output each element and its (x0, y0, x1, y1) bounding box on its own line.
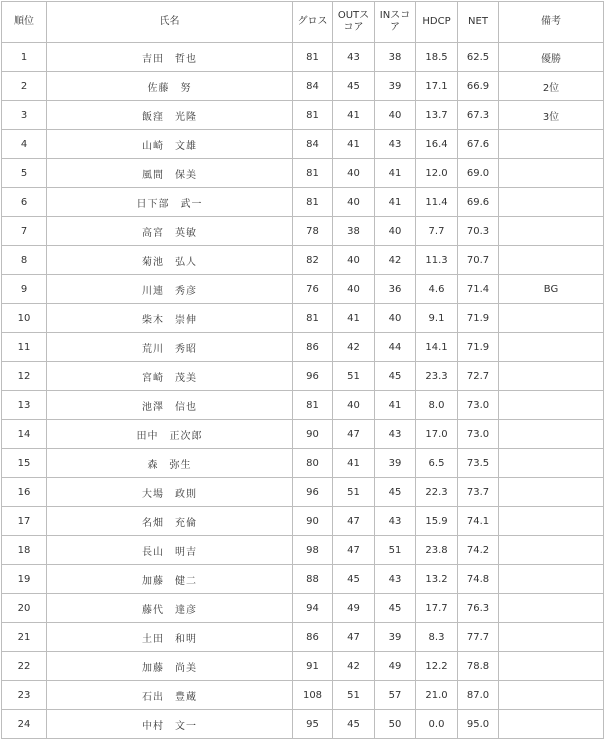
table-row (2, 536, 604, 565)
cell-name: 風間 保美 (47, 159, 293, 188)
cell-gross: 91 (293, 652, 333, 681)
cell-in-score: 43 (375, 420, 416, 449)
cell-hdcp: 17.0 (416, 420, 458, 449)
table-row (2, 507, 604, 536)
cell-hdcp: 4.6 (416, 275, 458, 304)
cell-name: 石出 豊蔵 (47, 681, 293, 710)
cell-gross: 82 (293, 246, 333, 275)
cell-out-score: 51 (333, 478, 375, 507)
cell-out-score: 41 (333, 449, 375, 478)
cell-hdcp: 22.3 (416, 478, 458, 507)
results-table (1, 1, 604, 739)
cell-gross: 96 (293, 362, 333, 391)
cell-gross: 86 (293, 623, 333, 652)
cell-out-score: 45 (333, 72, 375, 101)
cell-name: 柴木 崇伸 (47, 304, 293, 333)
cell-out-score: 40 (333, 275, 375, 304)
cell-hdcp: 23.8 (416, 536, 458, 565)
cell-note (499, 710, 604, 739)
cell-name: 土田 和明 (47, 623, 293, 652)
cell-rank: 17 (2, 507, 47, 536)
cell-hdcp: 18.5 (416, 43, 458, 72)
cell-in-score: 41 (375, 391, 416, 420)
cell-note (499, 478, 604, 507)
cell-name: 川連 秀彦 (47, 275, 293, 304)
cell-name: 加藤 尚美 (47, 652, 293, 681)
cell-in-score: 41 (375, 188, 416, 217)
cell-in-score: 45 (375, 362, 416, 391)
cell-gross: 84 (293, 72, 333, 101)
cell-out-score: 51 (333, 681, 375, 710)
cell-in-score: 41 (375, 159, 416, 188)
cell-out-score: 45 (333, 710, 375, 739)
cell-gross: 94 (293, 594, 333, 623)
cell-rank: 20 (2, 594, 47, 623)
cell-net: 72.7 (458, 362, 499, 391)
cell-note (499, 623, 604, 652)
cell-name: 荒川 秀昭 (47, 333, 293, 362)
cell-rank: 14 (2, 420, 47, 449)
cell-hdcp: 17.7 (416, 594, 458, 623)
cell-note (499, 391, 604, 420)
cell-name: 日下部 武一 (47, 188, 293, 217)
cell-rank: 11 (2, 333, 47, 362)
cell-name: 加藤 健二 (47, 565, 293, 594)
cell-out-score: 42 (333, 652, 375, 681)
cell-out-score: 41 (333, 130, 375, 159)
cell-in-score: 39 (375, 449, 416, 478)
cell-rank: 8 (2, 246, 47, 275)
cell-net: 62.5 (458, 43, 499, 72)
cell-hdcp: 14.1 (416, 333, 458, 362)
table-row (2, 565, 604, 594)
cell-net: 74.2 (458, 536, 499, 565)
header-note: 備考 (499, 2, 604, 43)
cell-hdcp: 11.4 (416, 188, 458, 217)
cell-hdcp: 21.0 (416, 681, 458, 710)
cell-in-score: 36 (375, 275, 416, 304)
cell-out-score: 49 (333, 594, 375, 623)
table-row (2, 130, 604, 159)
cell-note (499, 652, 604, 681)
header-in-score: INスコア (375, 2, 416, 43)
cell-in-score: 40 (375, 217, 416, 246)
cell-note: BG (499, 275, 604, 304)
cell-in-score: 39 (375, 623, 416, 652)
cell-in-score: 51 (375, 536, 416, 565)
cell-hdcp: 13.7 (416, 101, 458, 130)
cell-net: 74.1 (458, 507, 499, 536)
cell-name: 長山 明吉 (47, 536, 293, 565)
cell-in-score: 42 (375, 246, 416, 275)
cell-rank: 5 (2, 159, 47, 188)
cell-note (499, 217, 604, 246)
cell-rank: 18 (2, 536, 47, 565)
cell-in-score: 57 (375, 681, 416, 710)
cell-note (499, 565, 604, 594)
cell-net: 69.0 (458, 159, 499, 188)
cell-gross: 81 (293, 391, 333, 420)
cell-net: 66.9 (458, 72, 499, 101)
cell-out-score: 38 (333, 217, 375, 246)
cell-name: 藤代 達彦 (47, 594, 293, 623)
cell-hdcp: 16.4 (416, 130, 458, 159)
cell-net: 73.7 (458, 478, 499, 507)
cell-note: 3位 (499, 101, 604, 130)
cell-out-score: 40 (333, 159, 375, 188)
header-hdcp: HDCP (416, 2, 458, 43)
cell-hdcp: 7.7 (416, 217, 458, 246)
cell-gross: 90 (293, 507, 333, 536)
header-name: 氏名 (47, 2, 293, 43)
cell-in-score: 40 (375, 101, 416, 130)
cell-rank: 6 (2, 188, 47, 217)
table-row (2, 275, 604, 304)
cell-in-score: 39 (375, 72, 416, 101)
cell-hdcp: 12.0 (416, 159, 458, 188)
table-row (2, 681, 604, 710)
cell-name: 宮崎 茂美 (47, 362, 293, 391)
cell-in-score: 45 (375, 594, 416, 623)
cell-in-score: 50 (375, 710, 416, 739)
cell-hdcp: 0.0 (416, 710, 458, 739)
table-row (2, 246, 604, 275)
cell-gross: 81 (293, 159, 333, 188)
table-row (2, 333, 604, 362)
cell-net: 74.8 (458, 565, 499, 594)
cell-in-score: 43 (375, 565, 416, 594)
cell-name: 池澤 信也 (47, 391, 293, 420)
table-row (2, 449, 604, 478)
cell-gross: 88 (293, 565, 333, 594)
cell-note: 優勝 (499, 43, 604, 72)
cell-name: 飯窪 光隆 (47, 101, 293, 130)
cell-gross: 81 (293, 101, 333, 130)
cell-hdcp: 9.1 (416, 304, 458, 333)
cell-rank: 22 (2, 652, 47, 681)
cell-name: 吉田 哲也 (47, 43, 293, 72)
cell-note (499, 507, 604, 536)
cell-gross: 95 (293, 710, 333, 739)
cell-gross: 86 (293, 333, 333, 362)
table-row (2, 217, 604, 246)
cell-rank: 24 (2, 710, 47, 739)
cell-note (499, 130, 604, 159)
cell-note (499, 304, 604, 333)
cell-note (499, 333, 604, 362)
cell-out-score: 47 (333, 420, 375, 449)
cell-net: 76.3 (458, 594, 499, 623)
table-row (2, 420, 604, 449)
cell-net: 71.9 (458, 304, 499, 333)
cell-out-score: 41 (333, 101, 375, 130)
cell-note: 2位 (499, 72, 604, 101)
table-row (2, 623, 604, 652)
table-row (2, 652, 604, 681)
table-row (2, 478, 604, 507)
cell-out-score: 47 (333, 536, 375, 565)
cell-net: 73.5 (458, 449, 499, 478)
cell-hdcp: 13.2 (416, 565, 458, 594)
table-row (2, 594, 604, 623)
cell-net: 70.3 (458, 217, 499, 246)
cell-net: 78.8 (458, 652, 499, 681)
cell-net: 67.3 (458, 101, 499, 130)
cell-in-score: 40 (375, 304, 416, 333)
cell-name: 大場 政則 (47, 478, 293, 507)
cell-hdcp: 6.5 (416, 449, 458, 478)
cell-out-score: 40 (333, 188, 375, 217)
header-net: NET (458, 2, 499, 43)
table-row (2, 710, 604, 739)
cell-note (499, 536, 604, 565)
cell-note (499, 159, 604, 188)
cell-gross: 108 (293, 681, 333, 710)
cell-in-score: 44 (375, 333, 416, 362)
cell-rank: 21 (2, 623, 47, 652)
cell-net: 87.0 (458, 681, 499, 710)
cell-name: 名畑 充倫 (47, 507, 293, 536)
cell-hdcp: 8.3 (416, 623, 458, 652)
table-row (2, 72, 604, 101)
cell-note (499, 449, 604, 478)
cell-out-score: 40 (333, 391, 375, 420)
cell-rank: 19 (2, 565, 47, 594)
cell-out-score: 47 (333, 623, 375, 652)
cell-rank: 10 (2, 304, 47, 333)
table-row (2, 43, 604, 72)
cell-net: 67.6 (458, 130, 499, 159)
cell-name: 山崎 文雄 (47, 130, 293, 159)
cell-hdcp: 11.3 (416, 246, 458, 275)
cell-gross: 80 (293, 449, 333, 478)
header-rank: 順位 (2, 2, 47, 43)
cell-net: 73.0 (458, 420, 499, 449)
cell-hdcp: 17.1 (416, 72, 458, 101)
cell-rank: 1 (2, 43, 47, 72)
cell-rank: 15 (2, 449, 47, 478)
table-row (2, 159, 604, 188)
cell-net: 69.6 (458, 188, 499, 217)
cell-out-score: 42 (333, 333, 375, 362)
header-out-score: OUTスコア (333, 2, 375, 43)
cell-in-score: 49 (375, 652, 416, 681)
header-gross: グロス (293, 2, 333, 43)
cell-rank: 7 (2, 217, 47, 246)
table-row (2, 188, 604, 217)
cell-name: 森 弥生 (47, 449, 293, 478)
cell-note (499, 420, 604, 449)
cell-gross: 81 (293, 304, 333, 333)
cell-in-score: 43 (375, 130, 416, 159)
cell-net: 77.7 (458, 623, 499, 652)
cell-gross: 76 (293, 275, 333, 304)
cell-name: 中村 文一 (47, 710, 293, 739)
cell-gross: 98 (293, 536, 333, 565)
cell-name: 菊池 弘人 (47, 246, 293, 275)
cell-out-score: 41 (333, 304, 375, 333)
cell-net: 71.4 (458, 275, 499, 304)
table-row (2, 391, 604, 420)
table-row (2, 304, 604, 333)
cell-rank: 3 (2, 101, 47, 130)
table-row (2, 362, 604, 391)
cell-gross: 96 (293, 478, 333, 507)
cell-net: 95.0 (458, 710, 499, 739)
cell-note (499, 188, 604, 217)
cell-note (499, 594, 604, 623)
cell-in-score: 43 (375, 507, 416, 536)
cell-gross: 84 (293, 130, 333, 159)
cell-rank: 13 (2, 391, 47, 420)
cell-out-score: 43 (333, 43, 375, 72)
table-row (2, 101, 604, 130)
cell-name: 佐藤 努 (47, 72, 293, 101)
table-body (2, 43, 604, 739)
cell-note (499, 362, 604, 391)
cell-name: 高宮 英敏 (47, 217, 293, 246)
cell-gross: 81 (293, 188, 333, 217)
cell-rank: 2 (2, 72, 47, 101)
cell-gross: 81 (293, 43, 333, 72)
cell-net: 73.0 (458, 391, 499, 420)
cell-net: 70.7 (458, 246, 499, 275)
cell-rank: 12 (2, 362, 47, 391)
cell-out-score: 45 (333, 565, 375, 594)
cell-gross: 90 (293, 420, 333, 449)
cell-hdcp: 12.2 (416, 652, 458, 681)
cell-gross: 78 (293, 217, 333, 246)
cell-out-score: 51 (333, 362, 375, 391)
cell-rank: 23 (2, 681, 47, 710)
header-row (2, 2, 604, 43)
cell-out-score: 40 (333, 246, 375, 275)
cell-net: 71.9 (458, 333, 499, 362)
cell-hdcp: 15.9 (416, 507, 458, 536)
cell-out-score: 47 (333, 507, 375, 536)
cell-rank: 9 (2, 275, 47, 304)
cell-hdcp: 8.0 (416, 391, 458, 420)
cell-rank: 4 (2, 130, 47, 159)
cell-in-score: 38 (375, 43, 416, 72)
cell-rank: 16 (2, 478, 47, 507)
cell-note (499, 246, 604, 275)
cell-hdcp: 23.3 (416, 362, 458, 391)
cell-note (499, 681, 604, 710)
cell-name: 田中 正次郎 (47, 420, 293, 449)
cell-in-score: 45 (375, 478, 416, 507)
